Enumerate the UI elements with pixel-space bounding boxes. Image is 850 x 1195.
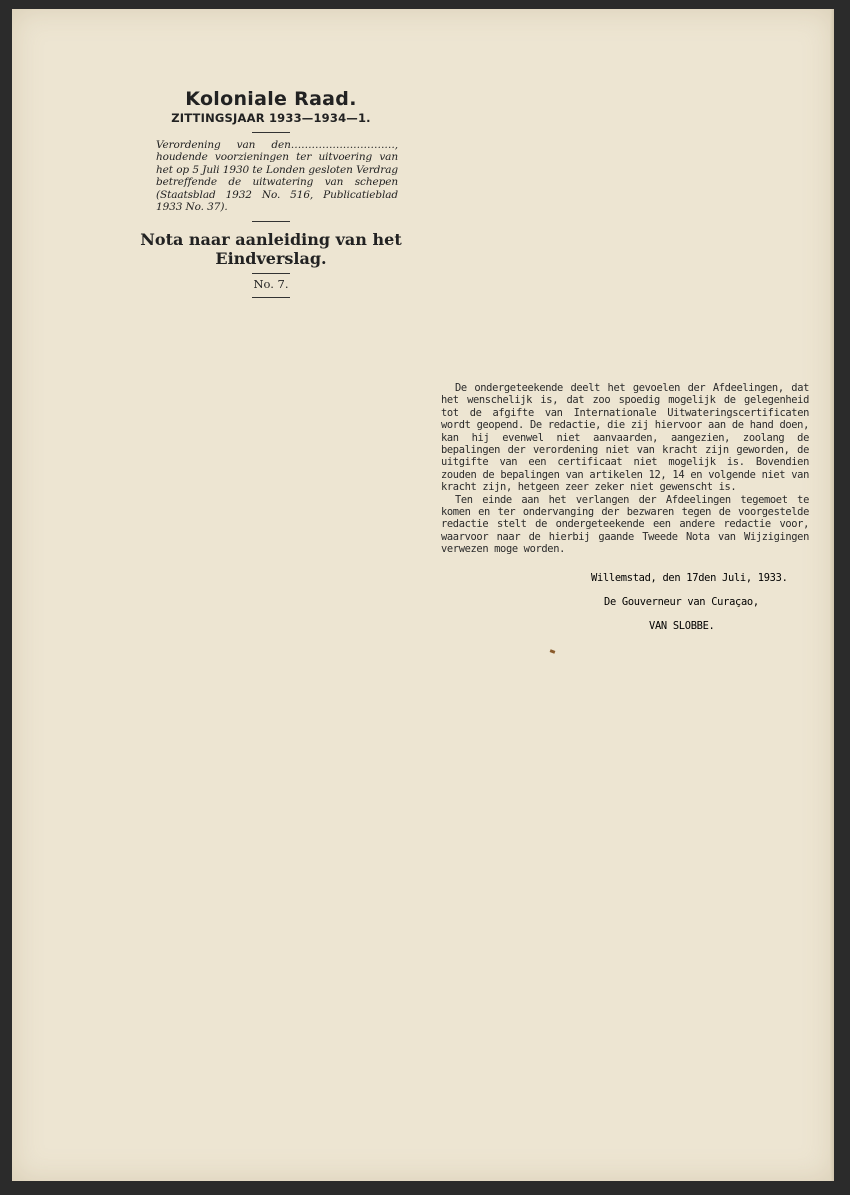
council-title: Koloniale Raad.: [185, 88, 357, 110]
body-paragraph-2: Ten einde aan het verlangen der Afdeelingen tegemoet te komen en ter ondervanging der bezwaren tegen de voorgestelde redactie stelt de ondergeteekende een andere redactie voor, waarvoor naar de hierbij gaande Tweede Nota van Wijzigingen verwezen moge worden.: [441, 493, 809, 556]
place-date: Willemstad, den 17den Juli, 1933.: [591, 572, 788, 584]
body-text: [441, 382, 809, 556]
divider: [252, 132, 290, 133]
document-page: [12, 9, 834, 1181]
divider: [252, 297, 290, 298]
nota-title-line-1: Nota naar aanleiding van het: [140, 230, 402, 250]
decree-description: Verordening van den…………………………, houdende voorzieningen ter uitvoering van het op 5 Juli 1930 te Londen gesloten Verdrag betreffende de uitwatering van schepen (Staatsblad 1932 No. 516, Publicatieblad 1933 No. 37).: [156, 139, 398, 214]
divider: [252, 221, 290, 222]
nota-title: [140, 230, 402, 268]
body-paragraph-1: De ondergeteekende deelt het gevoelen der Afdeelingen, dat het wenschelijk is, dat zoo spoedig mogelijk de gelegenheid tot de afgifte van Internationale Uitwateringscertificaten wordt geopend. De redactie, die zij hiervoor aan de hand doen, kan hij evenwel niet aanvaarden, aangezien, zoolang de bepalingen der verordening niet van kracht zijn geworden, de uitgifte van een certificaat niet mogelijk is. Bovendien zouden de bepalingen van artikelen 12, 14 en volgende niet van kracht zijn, hetgeen zeer zeker niet gewenscht is.: [441, 382, 809, 494]
header-block: [140, 88, 402, 304]
divider: [252, 273, 290, 274]
document-number: No. 7.: [253, 277, 289, 292]
signatory-role: De Gouverneur van Curaçao,: [604, 596, 759, 608]
session-year: ZITTINGSJAAR 1933—1934—1.: [171, 111, 371, 125]
page-edge: [830, 9, 834, 1181]
ink-mark: [550, 649, 556, 654]
nota-title-line-2: Eindverslag.: [215, 249, 327, 269]
signatory-name: VAN SLOBBE.: [649, 620, 715, 632]
